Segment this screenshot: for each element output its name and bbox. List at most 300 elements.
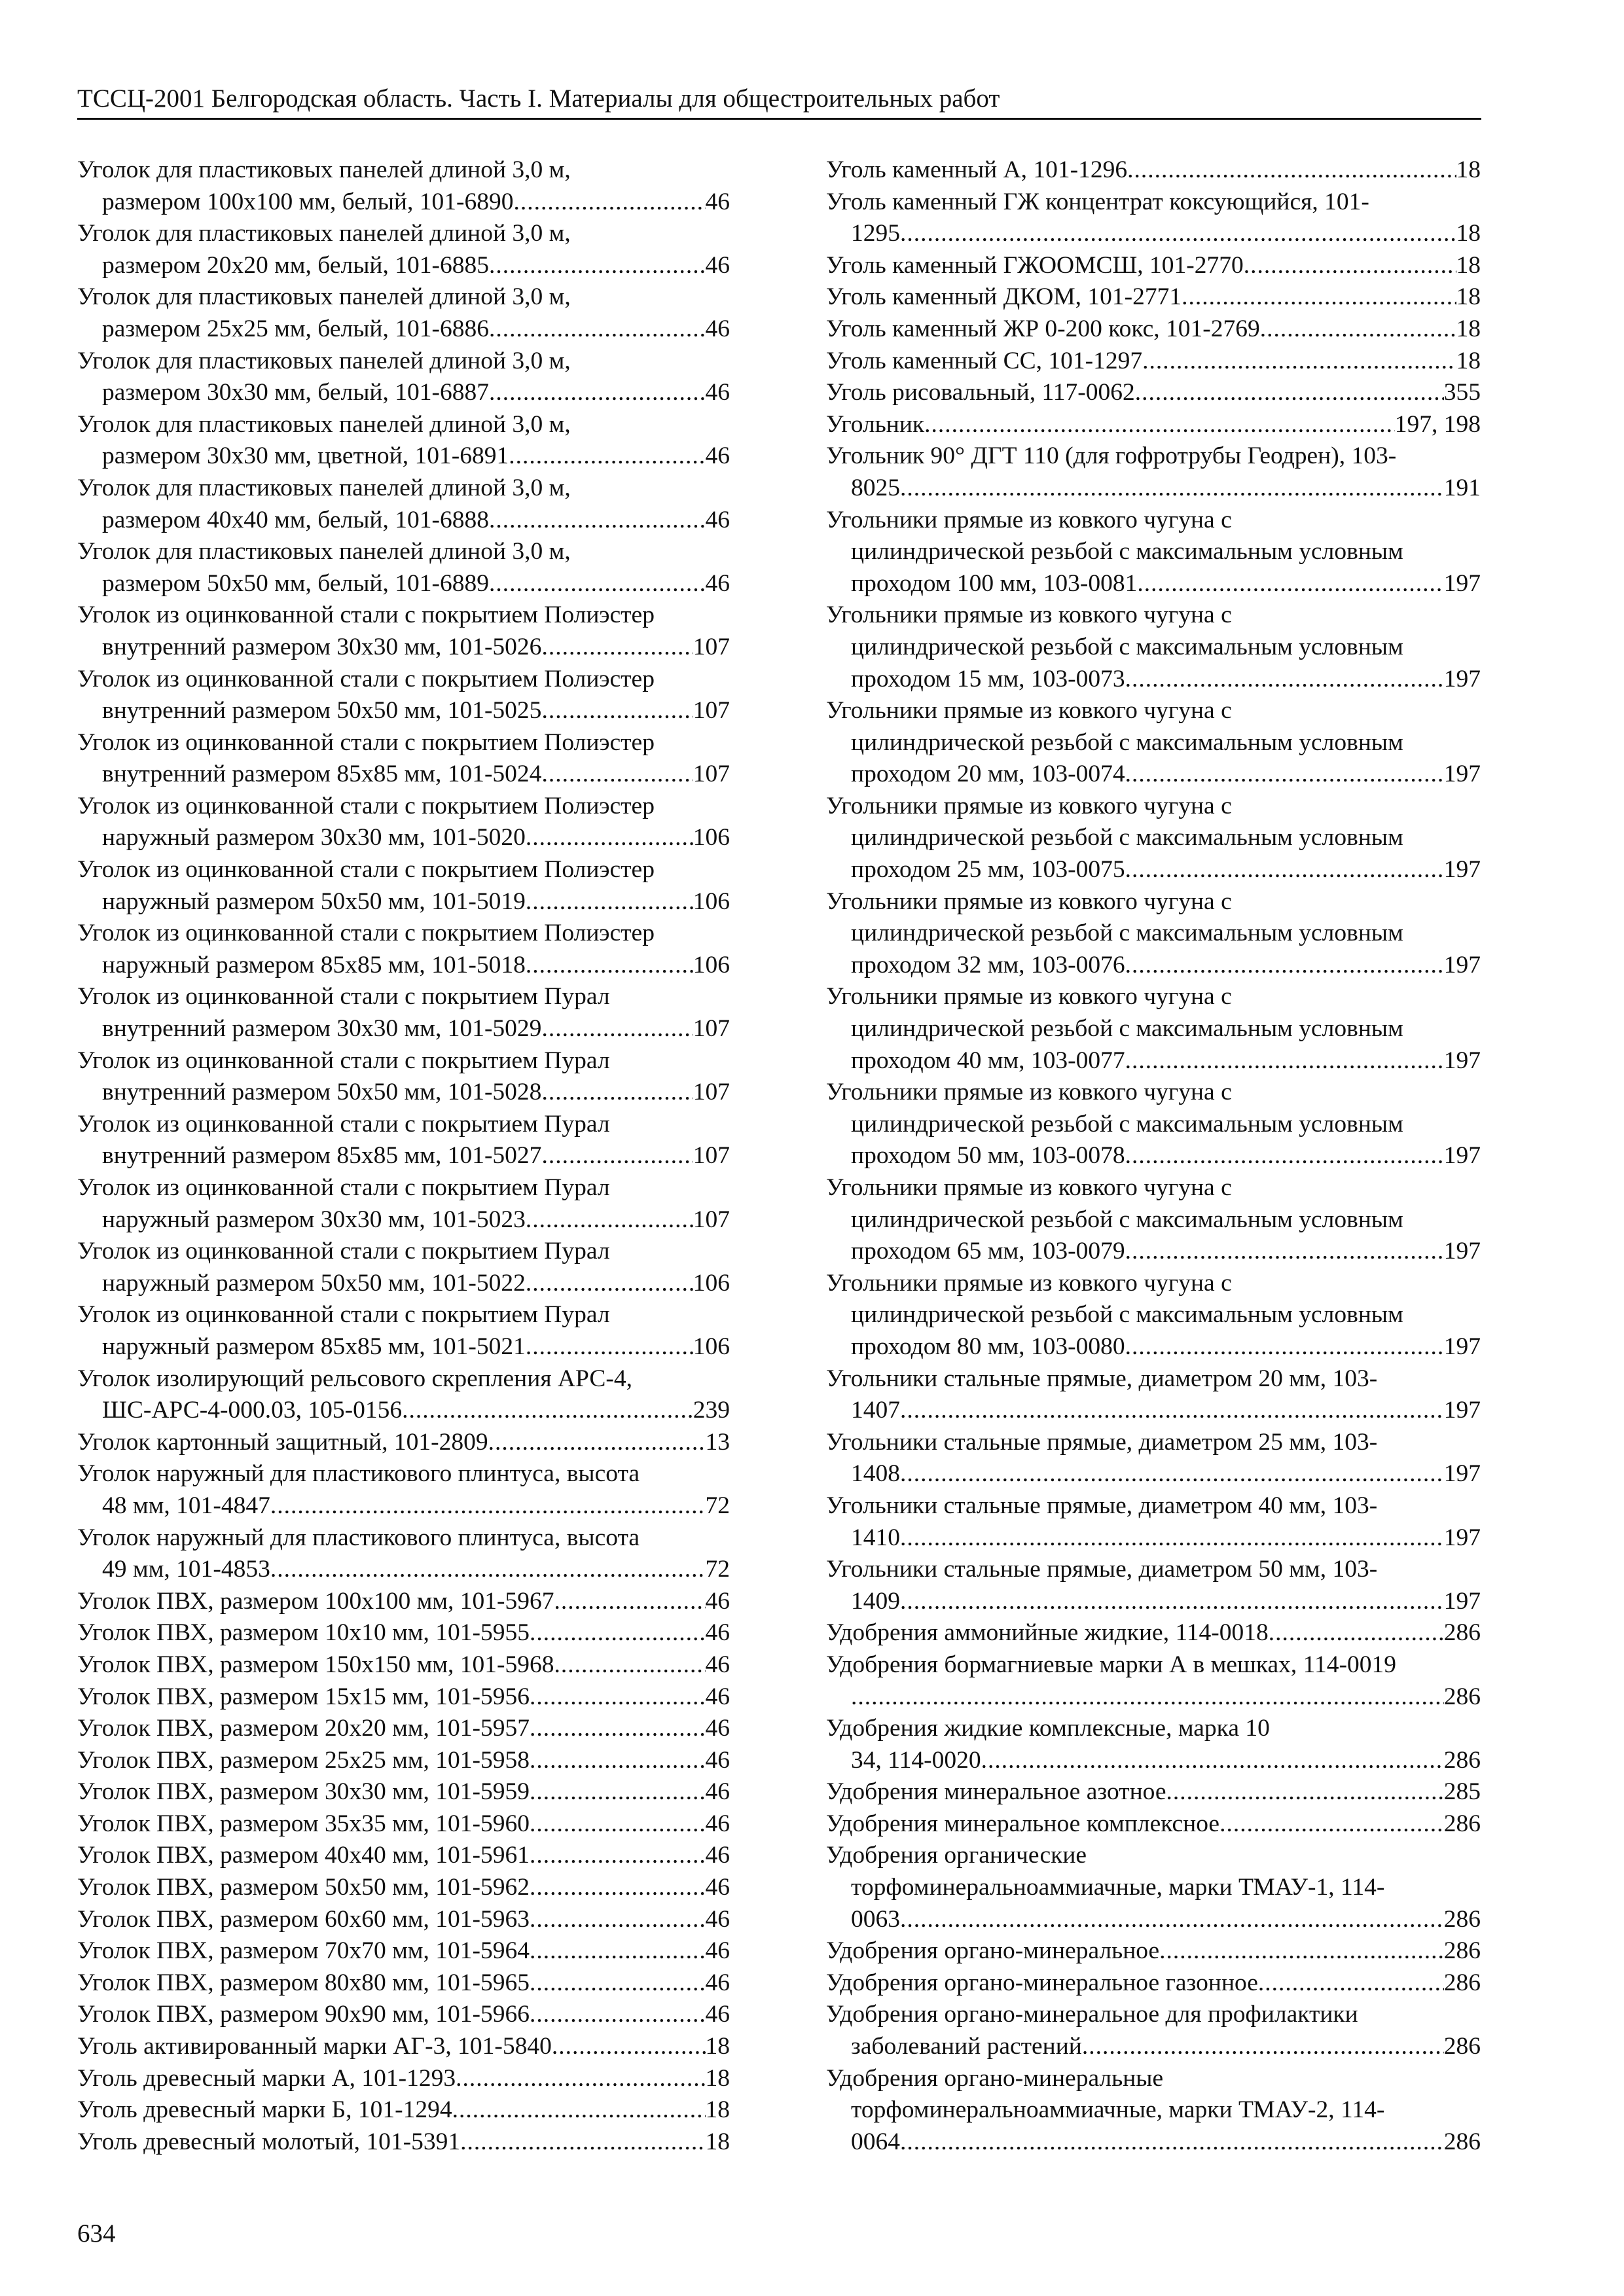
entry-page-ref: 107 <box>693 761 730 788</box>
dot-leader <box>1125 950 1444 982</box>
entry-text: наружный размером 50х50 мм, 101-5019 <box>102 888 526 915</box>
entry-page-ref: 46 <box>705 1969 730 1996</box>
entry-text: Угольники стальные прямые, диаметром 50 мм, 103- <box>826 1556 1378 1583</box>
entry-text: Уголок для пластиковых панелей длиной 3,0 м, <box>77 220 571 247</box>
index-entry <box>77 854 730 918</box>
dot-leader <box>530 1713 705 1745</box>
entry-page-ref: 106 <box>693 1333 730 1360</box>
entry-text: Угольники прямые из ковкого чугуна с <box>826 1174 1232 1201</box>
entry-text: Уголок из оцинкованной стали с покрытием Полиэстер <box>77 856 655 884</box>
entry-text: Уголок из оцинкованной стали с покрытием Пурал <box>77 1174 610 1201</box>
entry-text: Угольники прямые из ковкого чугуна с <box>826 888 1232 915</box>
entry-page-ref: 18 <box>1456 251 1481 279</box>
index-entry <box>77 409 730 473</box>
dot-leader <box>1127 154 1456 187</box>
entry-text: Уголь каменный ГЖООМСШ, 101-2770 <box>826 251 1244 279</box>
index-entry <box>77 1872 730 1904</box>
entry-page-ref: 46 <box>705 569 730 597</box>
dot-leader <box>489 377 706 409</box>
dot-leader <box>541 1140 693 1172</box>
index-entry <box>826 1808 1481 1840</box>
dot-leader <box>1260 314 1456 346</box>
index-entry <box>826 281 1481 314</box>
index-entry <box>826 1363 1481 1427</box>
entry-page-ref: 18 <box>1456 347 1481 374</box>
entry-text: цилиндрической резьбой с максимальным условным <box>851 1015 1403 1043</box>
index-entry <box>77 346 730 409</box>
entry-text: наружный размером 30х30 мм, 101-5023 <box>102 1206 526 1233</box>
entry-page-ref: 13 <box>705 1428 730 1456</box>
entry-text: Угольники прямые из ковкого чугуна с <box>826 983 1232 1011</box>
index-entry <box>77 1522 730 1586</box>
entry-text: Уголок ПВХ, размером 30х30 мм, 101-5959 <box>77 1778 530 1806</box>
entry-text: 1408 <box>851 1460 900 1488</box>
index-entry <box>77 727 730 791</box>
entry-text: Уголок ПВХ, размером 60х60 мм, 101-5963 <box>77 1905 530 1933</box>
dot-leader <box>1125 854 1444 886</box>
entry-text: размером 25х25 мм, белый, 101-6886 <box>102 315 489 342</box>
dot-leader <box>541 632 693 664</box>
entry-page-ref: 286 <box>1443 1810 1481 1837</box>
entry-text: Уголок из оцинкованной стали с покрытием Полиэстер <box>77 601 655 629</box>
dot-leader <box>541 1077 693 1109</box>
entry-page-ref: 285 <box>1443 1778 1481 1806</box>
entry-text: Уголок из оцинкованной стали с покрытием Пурал <box>77 1047 610 1074</box>
dot-leader <box>530 1808 705 1840</box>
index-entry <box>826 377 1481 409</box>
entry-page-ref: 46 <box>705 1905 730 1933</box>
entry-page-ref: 46 <box>705 251 730 279</box>
entry-page-ref: 46 <box>705 1619 730 1647</box>
entry-text: Уголь каменный СС, 101-1297 <box>826 347 1143 374</box>
dot-leader <box>526 1268 693 1300</box>
entry-text: цилиндрической резьбой с максимальным условным <box>851 920 1403 947</box>
index-entry <box>77 1967 730 2000</box>
index-entry <box>77 1999 730 2031</box>
entry-text: проходом 80 мм, 103-0080 <box>851 1333 1125 1360</box>
entry-text: Уголок для пластиковых панелей длиной 3,0 м, <box>77 474 571 501</box>
index-entry <box>77 1172 730 1236</box>
entry-text: Уголок ПВХ, размером 80х80 мм, 101-5965 <box>77 1969 530 1996</box>
entry-text: Угольник <box>826 410 925 438</box>
entry-page-ref: 46 <box>705 1778 730 1806</box>
entry-text: 34, 114-0020 <box>851 1746 981 1774</box>
entry-page-ref: 197 <box>1443 665 1481 692</box>
index-entry <box>826 1490 1481 1554</box>
index-entry <box>77 536 730 600</box>
entry-page-ref: 286 <box>1443 1937 1481 1965</box>
entry-page-ref: 286 <box>1443 2033 1481 2060</box>
entry-page-ref: 197 <box>1443 1333 1481 1360</box>
dot-leader <box>900 1904 1444 1936</box>
dot-leader <box>1166 1776 1444 1808</box>
dot-leader <box>509 440 705 473</box>
entry-text: торфоминеральноаммиачные, марки ТМАУ-1, 114- <box>851 1874 1385 1901</box>
dot-leader <box>541 1013 693 1045</box>
entry-text: внутренний размером 30х30 мм, 101-5026 <box>102 633 542 660</box>
index-entry <box>77 1458 730 1522</box>
entry-text: 48 мм, 101-4847 <box>102 1492 270 1519</box>
index-entry <box>77 1681 730 1713</box>
entry-text: 49 мм, 101-4853 <box>102 1556 270 1583</box>
entry-page-ref: 18 <box>705 2033 730 2060</box>
entry-text: наружный размером 85х85 мм, 101-5018 <box>102 951 526 978</box>
entry-text: Уголок для пластиковых панелей длиной 3,0 м, <box>77 538 571 565</box>
dot-leader <box>526 1331 693 1363</box>
entry-text: Уголок из оцинкованной стали с покрытием Пурал <box>77 983 610 1011</box>
index-entry <box>826 1427 1481 1490</box>
entry-text: Уголок наружный для пластикового плинтуса, высота <box>77 1524 640 1551</box>
entry-page-ref: 197 <box>1443 951 1481 978</box>
entry-text: Уголок ПВХ, размером 150х150 мм, 101-5968 <box>77 1651 554 1678</box>
index-entry <box>77 981 730 1045</box>
entry-text: Уголок ПВХ, размером 90х90 мм, 101-5966 <box>77 2001 530 2028</box>
entry-text: Угольники стальные прямые, диаметром 40 мм, 103- <box>826 1492 1378 1519</box>
entry-text: Удобрения минеральное азотное <box>826 1778 1166 1806</box>
entry-text: Угольники прямые из ковкого чугуна с <box>826 601 1232 629</box>
index-entry <box>77 1427 730 1459</box>
entry-text: Уголь каменный А, 101-1296 <box>826 156 1128 183</box>
dot-leader <box>1125 1140 1444 1172</box>
entry-text: Уголь древесный молотый, 101-5391 <box>77 2128 461 2155</box>
index-entry <box>77 2063 730 2095</box>
entry-page-ref: 107 <box>693 1142 730 1170</box>
entry-page-ref: 106 <box>693 888 730 915</box>
index-entry <box>77 664 730 727</box>
index-entry <box>826 1077 1481 1172</box>
dot-leader <box>530 1872 705 1904</box>
index-entry <box>826 250 1481 282</box>
index-entry <box>826 409 1481 441</box>
dot-leader <box>1125 664 1444 696</box>
entry-text: Уголок ПВХ, размером 40х40 мм, 101-5961 <box>77 1842 530 1869</box>
index-entry <box>77 218 730 281</box>
index-entry <box>77 1045 730 1109</box>
dot-leader <box>900 1586 1444 1618</box>
entry-page-ref: 46 <box>705 1937 730 1965</box>
entry-text: Угольники прямые из ковкого чугуна с <box>826 697 1232 725</box>
entry-text: Угольники прямые из ковкого чугуна с <box>826 1079 1232 1106</box>
index-entry <box>77 1840 730 1872</box>
index-entry <box>77 1649 730 1681</box>
entry-text: цилиндрической резьбой с максимальным условным <box>851 824 1403 852</box>
entry-text: Уголь древесный марки А, 101-1293 <box>77 2064 456 2092</box>
index-entry <box>77 2031 730 2063</box>
index-entry <box>77 1776 730 1808</box>
entry-text: Уголок ПВХ, размером 35х35 мм, 101-5960 <box>77 1810 530 1837</box>
dot-leader <box>900 1395 1444 1427</box>
entry-text: Угольники прямые из ковкого чугуна с <box>826 506 1232 533</box>
entry-page-ref: 197 <box>1443 1047 1481 1074</box>
index-entry <box>77 1299 730 1363</box>
entry-page-ref: 46 <box>705 1587 730 1615</box>
index-entry <box>77 1935 730 1967</box>
entry-text: Уголок из оцинкованной стали с покрытием Пурал <box>77 1301 610 1329</box>
dot-leader <box>456 2063 705 2095</box>
entry-page-ref: 197 <box>1443 1460 1481 1488</box>
index-entry <box>77 918 730 981</box>
entry-text: проходом 15 мм, 103-0073 <box>851 665 1125 692</box>
entry-text: проходом 50 мм, 103-0078 <box>851 1142 1125 1170</box>
entry-text: цилиндрической резьбой с максимальным условным <box>851 1110 1403 1138</box>
entry-page-ref: 107 <box>693 697 730 725</box>
entry-text: цилиндрической резьбой с максимальным условным <box>851 538 1403 565</box>
dot-leader <box>552 2031 706 2063</box>
dot-leader <box>1125 1236 1444 1268</box>
entry-page-ref: 46 <box>705 315 730 342</box>
entry-page-ref: 72 <box>705 1556 730 1583</box>
entry-text: наружный размером 30х30 мм, 101-5020 <box>102 824 526 852</box>
entry-page-ref: 191 <box>1443 474 1481 501</box>
dot-leader <box>270 1554 706 1586</box>
dot-leader <box>900 2126 1444 2159</box>
index-column-left <box>77 154 730 2158</box>
entry-text: 0064 <box>851 2128 900 2155</box>
dot-leader <box>1244 250 1456 282</box>
entry-text: Уголок из оцинкованной стали с покрытием Полиэстер <box>77 920 655 947</box>
entry-text: Удобрения бормагниевые марки А в мешках, 114-0019 <box>826 1651 1397 1678</box>
index-entry <box>77 1236 730 1299</box>
dot-leader <box>851 1681 1444 1713</box>
index-entry <box>826 440 1481 504</box>
dot-leader <box>530 1967 705 2000</box>
entry-text: цилиндрической резьбой с максимальным условным <box>851 633 1403 660</box>
index-entry <box>826 314 1481 346</box>
entry-text: Уголь каменный ЖР 0-200 кокс, 101-2769 <box>826 315 1260 342</box>
entry-page-ref: 106 <box>693 824 730 852</box>
entry-page-ref: 197 <box>1443 1587 1481 1615</box>
entry-text: 1409 <box>851 1587 900 1615</box>
index-entry <box>826 505 1481 600</box>
entry-page-ref: 46 <box>705 1683 730 1710</box>
entry-text: размером 40х40 мм, белый, 101-6888 <box>102 506 489 533</box>
entry-text: цилиндрической резьбой с максимальным условным <box>851 728 1403 756</box>
entry-page-ref: 197 <box>1443 1238 1481 1265</box>
dot-leader <box>530 1935 705 1967</box>
entry-text: Уголок для пластиковых панелей длиной 3,0 м, <box>77 410 571 438</box>
dot-leader <box>270 1490 706 1522</box>
entry-text: Угольники прямые из ковкого чугуна с <box>826 792 1232 819</box>
entry-text: Уголь древесный марки Б, 101-1294 <box>77 2096 452 2124</box>
entry-page-ref: 286 <box>1443 1905 1481 1933</box>
entry-page-ref: 107 <box>693 633 730 660</box>
dot-leader <box>1125 1045 1444 1077</box>
entry-text: Уголок для пластиковых панелей длиной 3,0 м, <box>77 283 571 311</box>
index-entry <box>77 154 730 218</box>
index-entry <box>826 791 1481 886</box>
dot-leader <box>541 759 693 791</box>
entry-page-ref: 197 <box>1443 856 1481 884</box>
entry-text: Уголок ПВХ, размером 50х50 мм, 101-5962 <box>77 1874 530 1901</box>
dot-leader <box>924 409 1395 441</box>
index-entry <box>826 187 1481 250</box>
entry-text: заболеваний растений <box>851 2033 1082 2060</box>
entry-text: Уголь каменный ДКОМ, 101-2771 <box>826 283 1182 311</box>
entry-text: размером 100х100 мм, белый, 101-6890 <box>102 188 514 215</box>
entry-text: Уголок ПВХ, размером 25х25 мм, 101-5958 <box>77 1746 530 1774</box>
dot-leader <box>489 568 706 600</box>
dot-leader <box>900 218 1456 250</box>
entry-text: наружный размером 85х85 мм, 101-5021 <box>102 1333 526 1360</box>
entry-page-ref: 355 <box>1443 379 1481 406</box>
dot-leader <box>554 1586 706 1618</box>
entry-page-ref: 18 <box>1456 156 1481 183</box>
dot-leader <box>541 695 693 727</box>
dot-leader <box>1125 1331 1444 1363</box>
entry-text: Уголь каменный ГЖ концентрат коксующийся, 101- <box>826 188 1369 215</box>
index-entry <box>77 1745 730 1777</box>
dot-leader <box>1135 377 1444 409</box>
entry-text: Уголок из оцинкованной стали с покрытием Полиэстер <box>77 665 655 692</box>
entry-text: размером 30х30 мм, цветной, 101-6891 <box>102 442 509 470</box>
index-entry <box>826 600 1481 695</box>
header-rule <box>77 118 1481 120</box>
entry-text: Угольник 90° ДГТ 110 (для гофротрубы Геодрен), 103- <box>826 442 1397 470</box>
dot-leader <box>530 1904 705 1936</box>
entry-text: внутренний размером 50х50 мм, 101-5025 <box>102 697 542 725</box>
dot-leader <box>554 1649 706 1681</box>
index-entry <box>826 1840 1481 1935</box>
entry-page-ref: 197 <box>1443 1397 1481 1424</box>
entry-text: Уголок для пластиковых панелей длиной 3,0 м, <box>77 156 571 183</box>
index-column-right <box>826 154 1481 2158</box>
entry-page-ref: 46 <box>705 379 730 406</box>
dot-leader <box>900 1458 1444 1490</box>
entry-text: проходом 65 мм, 103-0079 <box>851 1238 1125 1265</box>
entry-text: проходом 40 мм, 103-0077 <box>851 1047 1125 1074</box>
entry-text: Удобрения минеральное комплексное <box>826 1810 1220 1837</box>
index-entry <box>826 1649 1481 1713</box>
entry-page-ref: 107 <box>693 1079 730 1106</box>
entry-text: Уголь активированный марки АГ-3, 101-5840 <box>77 2033 552 2060</box>
entry-text: размером 30х30 мм, белый, 101-6887 <box>102 379 489 406</box>
index-entry <box>826 695 1481 791</box>
index-entry <box>77 791 730 854</box>
entry-text: проходом 32 мм, 103-0076 <box>851 951 1125 978</box>
entry-text: Уголок картонный защитный, 101-2809 <box>77 1428 488 1456</box>
index-entry <box>826 1999 1481 2062</box>
entry-text: Удобрения органо-минеральные <box>826 2064 1164 2092</box>
entry-text: размером 20х20 мм, белый, 101-6885 <box>102 251 489 279</box>
index-entry <box>826 1935 1481 1967</box>
entry-text: Уголок из оцинкованной стали с покрытием Пурал <box>77 1238 610 1265</box>
entry-text: Удобрения органические <box>826 1842 1087 1869</box>
entry-page-ref: 286 <box>1443 1619 1481 1647</box>
dot-leader <box>489 314 706 346</box>
entry-page-ref: 197, 198 <box>1394 410 1481 438</box>
dot-leader <box>1142 346 1456 378</box>
dot-leader <box>460 2126 705 2159</box>
dot-leader <box>488 1427 706 1459</box>
index-entry <box>826 981 1481 1077</box>
dot-leader <box>1269 1617 1444 1649</box>
entry-page-ref: 197 <box>1443 569 1481 597</box>
entry-page-ref: 286 <box>1443 1746 1481 1774</box>
entry-text: внутренний размером 50х50 мм, 101-5028 <box>102 1079 542 1106</box>
dot-leader <box>526 822 693 854</box>
dot-leader <box>1258 1967 1444 2000</box>
entry-page-ref: 286 <box>1443 2128 1481 2155</box>
dot-leader <box>526 950 693 982</box>
dot-leader <box>530 1999 705 2031</box>
index-entry <box>826 1713 1481 1776</box>
dot-leader <box>489 250 706 282</box>
dot-leader <box>981 1745 1444 1777</box>
entry-text: наружный размером 50х50 мм, 101-5022 <box>102 1269 526 1297</box>
entry-page-ref: 197 <box>1443 761 1481 788</box>
entry-text: Уголок для пластиковых панелей длиной 3,0 м, <box>77 347 571 374</box>
entry-text: 1410 <box>851 1524 900 1551</box>
entry-text: Уголок ПВХ, размером 20х20 мм, 101-5957 <box>77 1715 530 1742</box>
index-entry <box>826 1967 1481 2000</box>
entry-page-ref: 46 <box>705 1746 730 1774</box>
dot-leader <box>530 1840 705 1872</box>
dot-leader <box>489 505 706 537</box>
entry-text: Уголок ПВХ, размером 100х100 мм, 101-5967 <box>77 1587 554 1615</box>
entry-text: Угольники стальные прямые, диаметром 25 мм, 103- <box>826 1428 1378 1456</box>
index-entry <box>77 1586 730 1618</box>
index-entry <box>826 346 1481 378</box>
index-entry <box>77 2126 730 2159</box>
dot-leader <box>530 1617 705 1649</box>
index-entry <box>826 154 1481 187</box>
entry-page-ref: 107 <box>693 1206 730 1233</box>
entry-text: 8025 <box>851 474 900 501</box>
index-entry <box>77 1904 730 1936</box>
index-entry <box>77 1808 730 1840</box>
index-entry <box>77 600 730 663</box>
entry-text: 1407 <box>851 1397 900 1424</box>
dot-leader <box>452 2094 706 2126</box>
entry-page-ref: 286 <box>1443 1683 1481 1710</box>
dot-leader <box>1125 759 1444 791</box>
running-header: ТССЦ-2001 Белгородская область. Часть I. Материалы для общестроительных работ <box>77 84 1000 113</box>
dot-leader <box>513 187 705 219</box>
index-entry <box>77 1363 730 1427</box>
index-entry <box>826 2063 1481 2159</box>
entry-text: 0063 <box>851 1905 900 1933</box>
entry-page-ref: 46 <box>705 1842 730 1869</box>
entry-text: 1295 <box>851 220 900 247</box>
index-entry <box>826 886 1481 982</box>
entry-page-ref: 46 <box>705 2001 730 2028</box>
dot-leader <box>900 473 1444 505</box>
dot-leader <box>526 1204 693 1236</box>
entry-page-ref: 18 <box>1456 315 1481 342</box>
entry-text: Угольники стальные прямые, диаметром 20 мм, 103- <box>826 1365 1378 1392</box>
entry-page-ref: 18 <box>705 2064 730 2092</box>
entry-text: проходом 20 мм, 103-0074 <box>851 761 1125 788</box>
entry-page-ref: 197 <box>1443 1142 1481 1170</box>
entry-text: Уголок наружный для пластикового плинтуса, высота <box>77 1460 640 1488</box>
dot-leader <box>530 1681 705 1713</box>
dot-leader <box>530 1745 705 1777</box>
entry-text: Удобрения аммонийные жидкие, 114-0018 <box>826 1619 1269 1647</box>
entry-text: Угольники прямые из ковкого чугуна с <box>826 1269 1232 1297</box>
entry-text: Уголок ПВХ, размером 10х10 мм, 101-5955 <box>77 1619 530 1647</box>
entry-page-ref: 239 <box>693 1397 730 1424</box>
entry-text: проходом 100 мм, 103-0081 <box>851 569 1138 597</box>
entry-page-ref: 286 <box>1443 1969 1481 1996</box>
page-number: 634 <box>77 2219 116 2248</box>
entry-page-ref: 46 <box>705 1715 730 1742</box>
entry-page-ref: 46 <box>705 1810 730 1837</box>
entry-page-ref: 106 <box>693 1269 730 1297</box>
dot-leader <box>1182 281 1456 314</box>
entry-text: Удобрения органо-минеральное для профилактики <box>826 2001 1358 2028</box>
index-entry <box>77 1617 730 1649</box>
entry-text: Уголок из оцинкованной стали с покрытием Пурал <box>77 1110 610 1138</box>
